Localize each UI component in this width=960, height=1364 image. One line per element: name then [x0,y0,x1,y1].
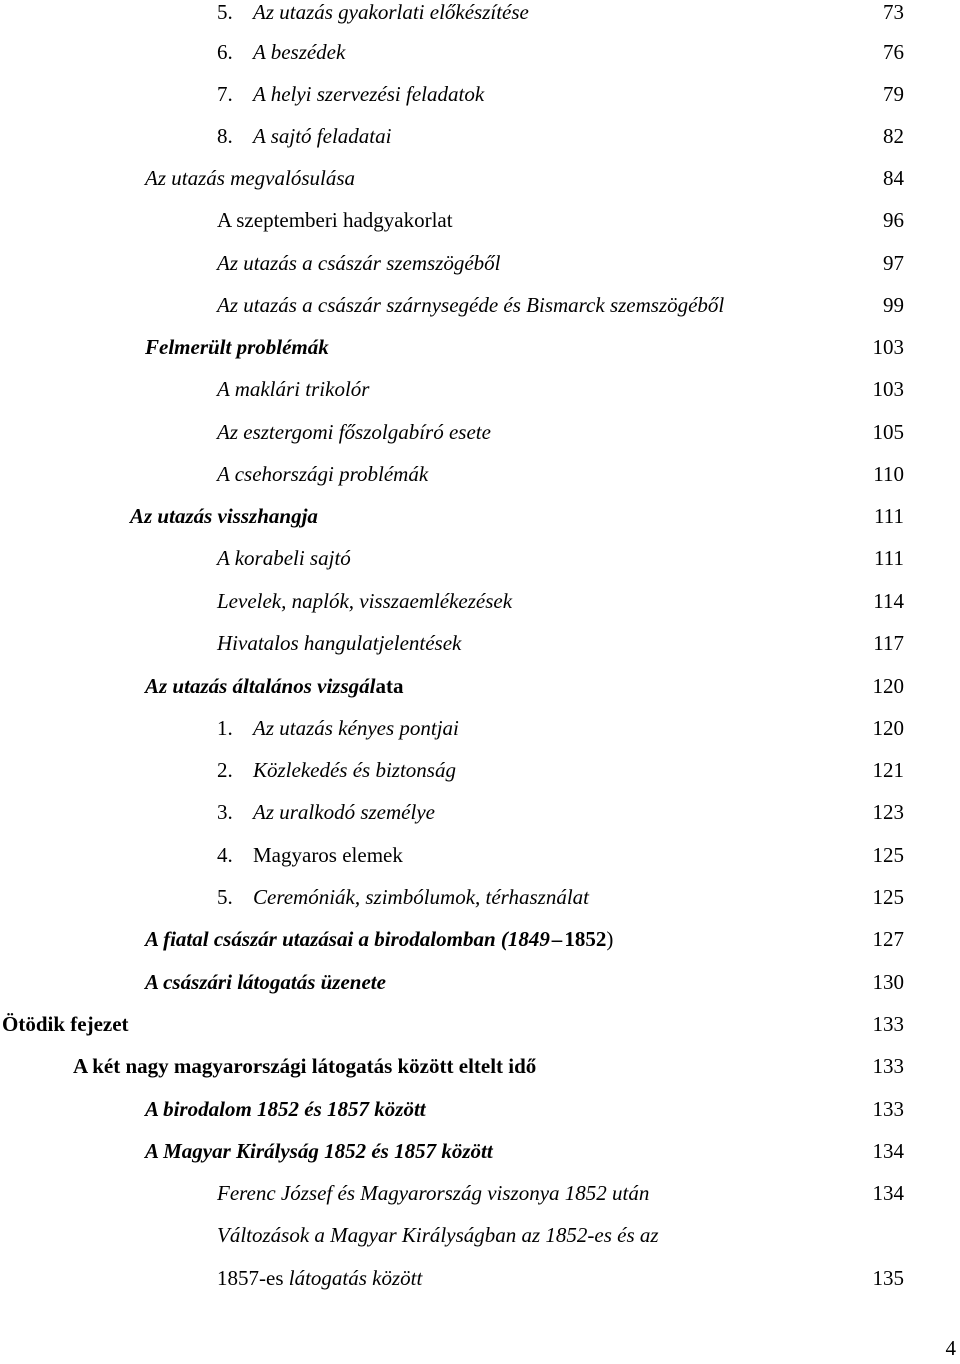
toc-entry [0,248,960,278]
toc-entry-page: 97 [883,251,904,275]
toc-entry-title: 8. A sajtó feladatai [217,121,391,151]
toc-entry [0,755,960,785]
page-number: 4 [945,1336,956,1360]
toc-entry-page: 79 [883,82,904,106]
toc-entry-title: A korabeli sajtó [217,546,351,570]
toc-entry-page: 111 [874,504,904,528]
toc-entry-page: 84 [883,166,904,190]
toc-entry-page: 103 [872,335,904,359]
toc-entry-page: 133 [872,1012,904,1036]
toc-entry-title: A maklári trikolór [217,377,370,401]
toc-entry-number: 8. [217,124,233,148]
toc-entry [0,1051,960,1081]
toc-entry-page: 120 [872,674,904,698]
toc-entry [0,628,960,658]
toc-entry-title: Levelek, naplók, visszaemlékezések [217,589,513,613]
toc-entry [0,1220,960,1250]
toc-entry-page: 120 [872,716,904,740]
toc-entry [0,671,960,701]
toc-entry-page: 103 [872,377,904,401]
toc-entry-page: 105 [872,420,904,444]
toc-entry-title: A fiatal császár utazásai a birodalomban (1849–1852) [145,927,614,951]
toc-entry-page: 73 [883,0,904,24]
toc-entry-page: 133 [872,1054,904,1078]
toc-entry-page: 76 [883,40,904,64]
toc-entry [0,797,960,827]
toc-entry-page: 114 [873,589,904,613]
toc-entry-title: A két nagy magyarországi látogatás között eltelt idő [73,1054,537,1078]
toc-entry [0,501,960,531]
toc-entry-title: 1857-es látogatás között [217,1266,423,1290]
toc-entry [0,586,960,616]
toc-entry-title: Az utazás megvalósulása [145,166,355,190]
toc-entry-page: 110 [873,462,904,486]
toc-entry-title: Felmerült problémák [145,335,329,359]
toc-entry-title: Az utazás visszhangja [130,504,318,528]
toc-entry-title: Az esztergomi főszolgabíró esete [217,420,491,444]
toc-entry-page: 125 [872,885,904,909]
toc-entry-title: 4. Magyaros elemek [217,840,403,870]
toc-entry-number: 3. [217,800,233,824]
toc-entry-number: 7. [217,82,233,106]
toc-entry-page: 130 [872,970,904,994]
toc-entry [0,840,960,870]
toc-entry-title: Az utazás általános vizsgálata [145,674,404,698]
toc-entry-title: Változások a Magyar Királyságban az 1852-es és az [217,1223,659,1247]
toc-entry [0,121,960,151]
toc-entry-number: 2. [217,758,233,782]
toc-entry-title: Ferenc József és Magyarország viszonya 1852 után [217,1181,650,1205]
toc-entry-page: 82 [883,124,904,148]
toc-entry [0,967,960,997]
toc-entry-title: A csehországi problémák [217,462,429,486]
toc-entry [0,1263,960,1293]
toc-entry-page: 133 [872,1097,904,1121]
toc-entry-page: 99 [883,293,904,317]
toc-entry [0,924,960,954]
toc-entry-page: 117 [873,631,904,655]
toc-entry-number: 4. [217,843,233,867]
toc-entry-page: 127 [872,927,904,951]
toc-entry [0,882,960,912]
toc-entry [0,205,960,235]
toc-entry-title: 5. Ceremóniák, szimbólumok, térhasználat [217,882,589,912]
toc-entry-page: 134 [872,1181,904,1205]
toc-entry-title: Ötödik fejezet [2,1012,129,1036]
toc-entry [0,374,960,404]
toc-entry-title: 3. Az uralkodó személye [217,797,435,827]
toc-entry-title: Hivatalos hangulatjelentések [217,631,462,655]
toc-entry-title: 5. Az utazás gyakorlati előkészítése [217,0,529,27]
toc-entry [0,163,960,193]
toc-entry [0,417,960,447]
toc-entry-title: A császári látogatás üzenete [145,970,386,994]
toc-entry-title: Az utazás a császár szárnysegéde és Bismarck szemszögéből [217,293,725,317]
toc-entry-page: 123 [872,800,904,824]
toc-entry-title: A Magyar Királyság 1852 és 1857 között [145,1139,493,1163]
toc-entry [0,1136,960,1166]
toc-entry-title: A szeptemberi hadgyakorlat [217,208,453,232]
toc-entry-page: 96 [883,208,904,232]
toc-entry-title: 1. Az utazás kényes pontjai [217,713,459,743]
toc-entry-number: 6. [217,40,233,64]
toc-entry [0,290,960,320]
toc-entry [0,37,960,67]
toc-entry-page: 135 [872,1266,904,1290]
toc-entry-title: 6. A beszédek [217,37,345,67]
toc-entry [0,0,960,27]
toc-entry [0,543,960,573]
toc-entry [0,79,960,109]
toc-entry [0,1009,960,1039]
toc-entry-title: A birodalom 1852 és 1857 között [145,1097,426,1121]
toc-entry-page: 125 [872,843,904,867]
toc-entry [0,459,960,489]
toc-entry-number: 5. [217,0,233,24]
toc-entry [0,332,960,362]
toc-entry-number: 1. [217,716,233,740]
toc-entry-page: 111 [874,546,904,570]
toc-entry-page: 121 [872,758,904,782]
toc-entry [0,1178,960,1208]
toc-entry-title: Az utazás a császár szemszögéből [217,251,501,275]
toc-entry [0,1094,960,1124]
toc-entry [0,713,960,743]
toc-entry-page: 134 [872,1139,904,1163]
toc-entry-number: 5. [217,885,233,909]
toc-entry-title: 2. Közlekedés és biztonság [217,755,456,785]
toc-entry-title: 7. A helyi szervezési feladatok [217,79,484,109]
